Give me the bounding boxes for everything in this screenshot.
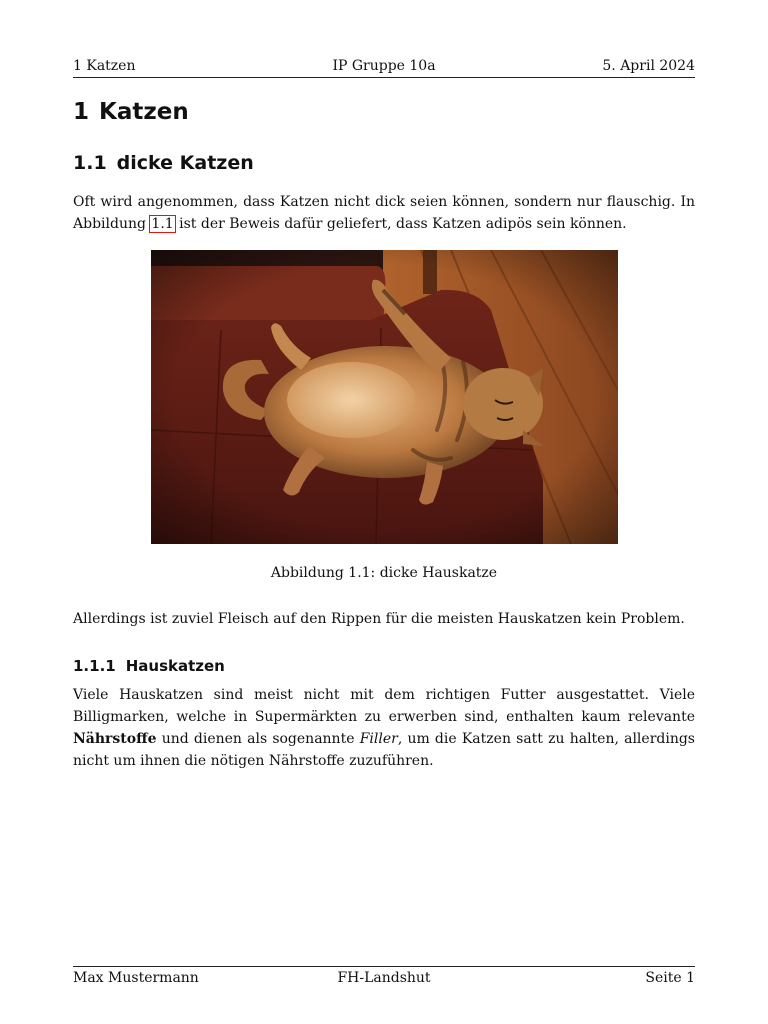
para3-part2: und dienen als sogenannte xyxy=(156,731,360,747)
para3-part1: Viele Hauskatzen sind meist nicht mit dem richtigen Futter ausgestattet. Viele Billigmarken, welche in Supermärkten zu erwerben sind, enthalten kaum relevante xyxy=(73,687,695,725)
header-date: 5. April 2024 xyxy=(602,58,695,74)
intro-paragraph xyxy=(73,191,695,235)
hauskatzen-paragraph xyxy=(73,684,695,772)
intro-text-before: Oft wird angenommen, dass Katzen nicht dick seien können, sondern nur flauschig. In Abbildung xyxy=(73,194,695,232)
para3-part3: , um die Katzen satt zu halten, allerdings nicht um ihnen die nötigen Nährstoffe zuzuführen. xyxy=(73,731,695,769)
body-paragraph: Allerdings ist zuviel Fleisch auf den Rippen für die meisten Hauskatzen kein Problem. xyxy=(73,611,685,627)
figure-caption: Abbildung 1.1: dicke Hauskatze xyxy=(270,565,498,581)
subsubsection-number: 1.1.1 xyxy=(73,657,116,675)
section-heading xyxy=(73,95,695,129)
subsubsection xyxy=(73,654,695,772)
subsection-number: 1.1 xyxy=(73,152,107,174)
header-chapter: 1 Katzen xyxy=(73,58,136,74)
footer-institution: FH-Landshut xyxy=(337,970,431,986)
figure-reference-link[interactable]: 1.1 xyxy=(151,216,174,232)
figure xyxy=(73,250,695,584)
section-number: 1 xyxy=(73,99,90,125)
para3-italic-term: Filler xyxy=(359,731,398,747)
page-content xyxy=(73,95,695,772)
footer-author: Max Mustermann xyxy=(73,970,199,986)
intro-text-after: ist der Beweis dafür geliefert, dass Katzen adipös sein können. xyxy=(174,216,627,232)
subsubsection-heading xyxy=(73,654,695,678)
fat-cat-photo xyxy=(151,250,618,544)
subsection-title: dicke Katzen xyxy=(116,152,254,174)
page-footer xyxy=(73,966,695,991)
page-header xyxy=(73,57,695,78)
para3-bold-term: Nährstoffe xyxy=(73,731,157,747)
section-title: Katzen xyxy=(99,99,189,125)
footer-page-number: Seite 1 xyxy=(645,970,695,986)
header-group: IP Gruppe 10a xyxy=(332,58,436,74)
subsubsection-title: Hauskatzen xyxy=(125,657,225,675)
subsection-heading xyxy=(73,147,695,179)
